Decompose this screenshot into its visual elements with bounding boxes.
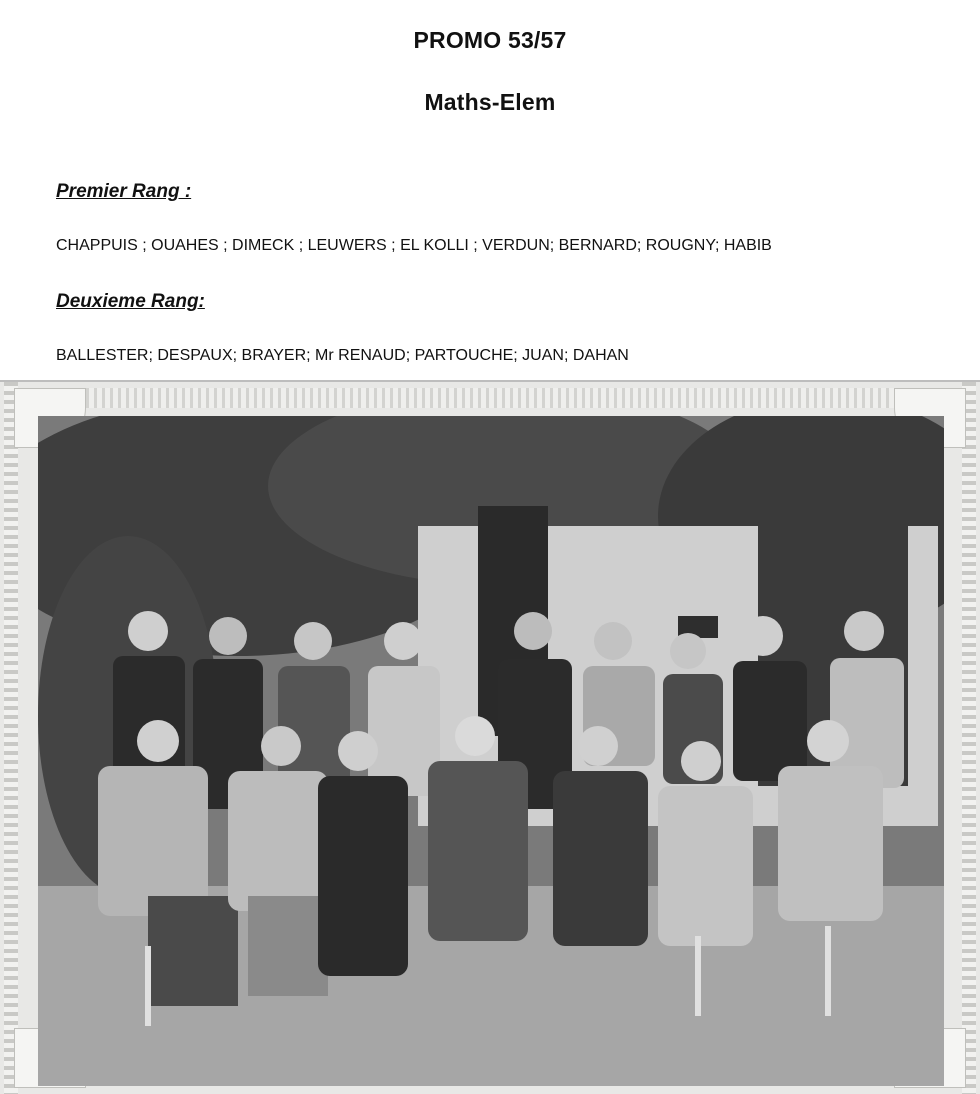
page-subtitle: Maths-Elem bbox=[424, 89, 556, 115]
page-title: PROMO 53/57 bbox=[413, 27, 567, 53]
group-photo bbox=[38, 416, 944, 1086]
first-row-names: CHAPPUIS ; OUAHES ; DIMECK ; LEUWERS ; EL KOLLI ; VERDUN; BERNARD; ROUGNY; HABIB bbox=[56, 237, 772, 254]
frame-border-right bbox=[962, 382, 976, 1094]
frame-border-top bbox=[70, 388, 910, 408]
frame-border-left bbox=[4, 382, 18, 1094]
second-row-heading: Deuxieme Rang: bbox=[56, 291, 205, 312]
photo-frame bbox=[0, 380, 980, 1094]
second-row-names: BALLESTER; DESPAUX; BRAYER; Mr RENAUD; PARTOUCHE; JUAN; DAHAN bbox=[56, 347, 629, 364]
first-row-heading: Premier Rang : bbox=[56, 181, 192, 202]
